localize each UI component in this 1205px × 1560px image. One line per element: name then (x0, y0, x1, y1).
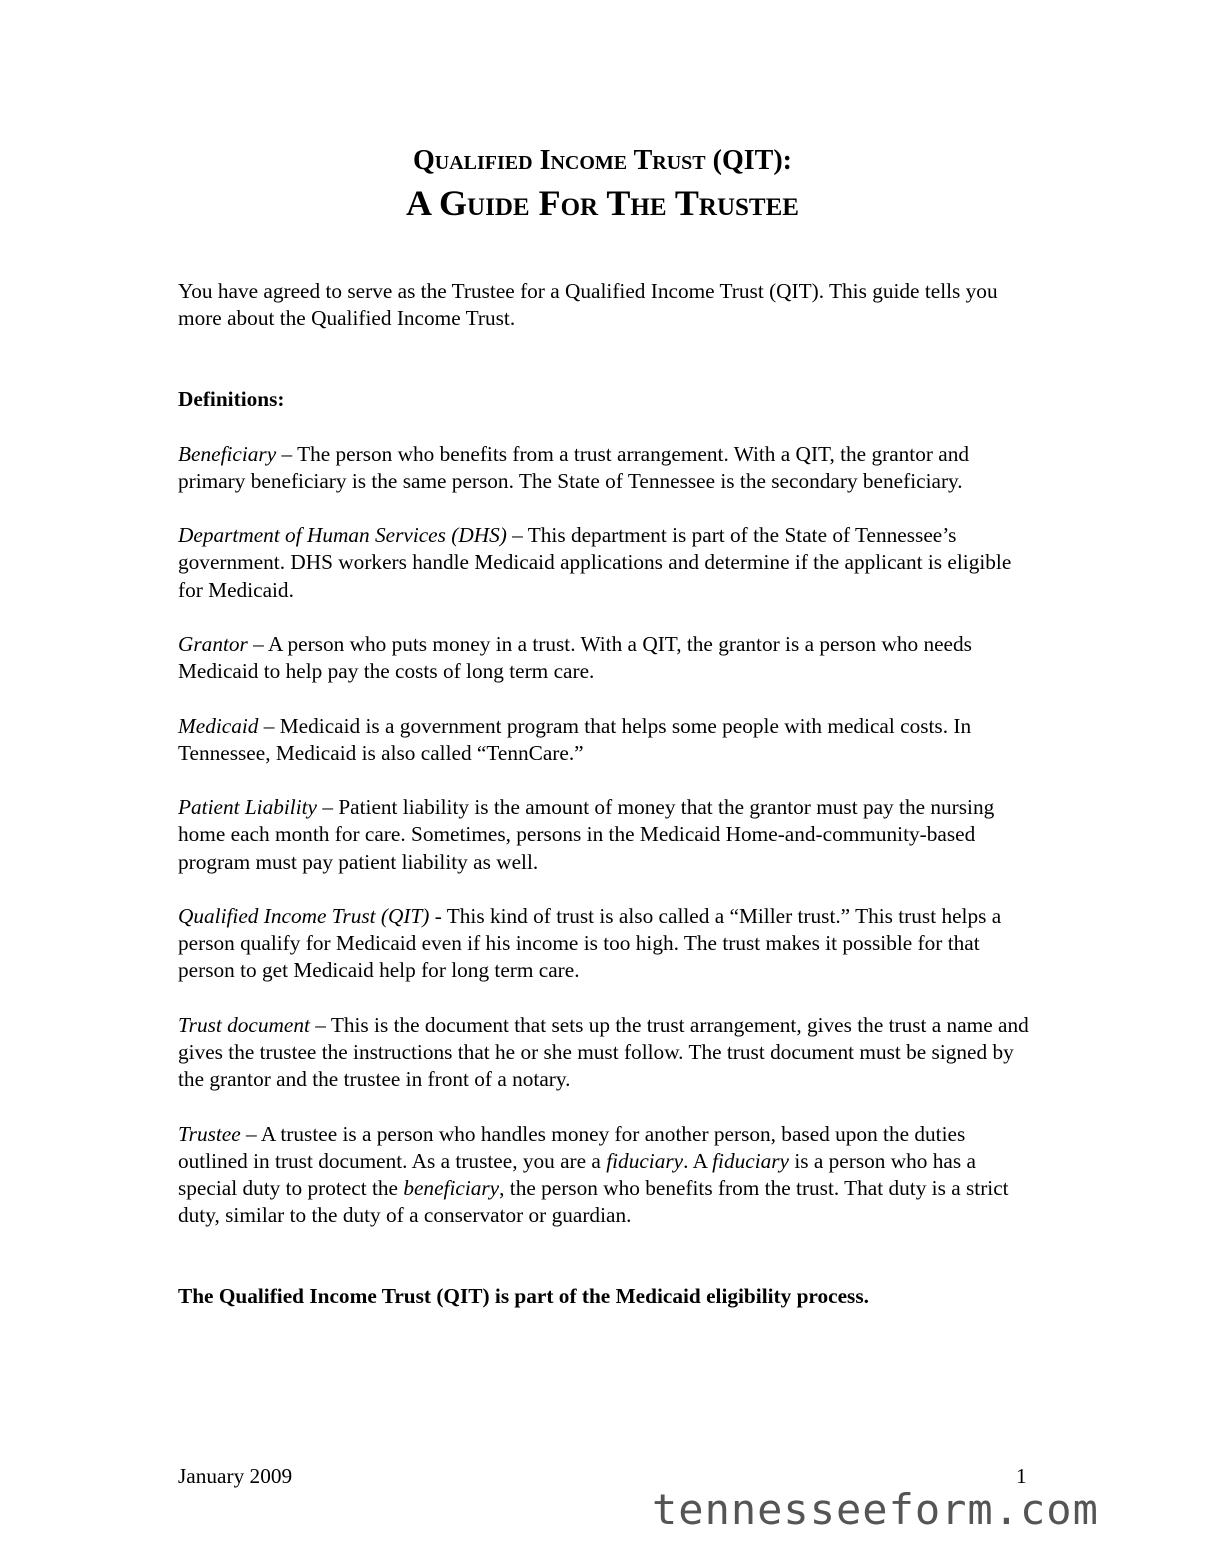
definition-text: The person who benefits from a trust arrangement. With a QIT, the grantor and primary beneficiary is the same person. The State of Tennessee is the secondary beneficiary. (178, 441, 970, 493)
definition-term: Grantor (178, 632, 248, 656)
definition-trust-document (178, 1012, 1038, 1094)
watermark: tennesseeform.com (652, 1485, 1099, 1534)
definition-beneficiary (178, 441, 1038, 495)
definition-text: This kind of trust is also called a “Miller trust.” This trust helps a person qualify for Medicaid even if his income is too high. The trust makes it possible for that person to get Medicaid help for long term care. (178, 903, 1002, 983)
definition-separator: – (309, 1012, 331, 1037)
definition-text: This is the document that sets up the trust arrangement, gives the trust a name and gives the trustee the instructions that he or she must follow. The trust document must be signed by the grantor and the trustee in front of a notary. (178, 1012, 1029, 1092)
definition-text: A person who puts money in a trust. With a QIT, the grantor is a person who needs Medicaid to help pay the costs of long term care. (178, 632, 972, 684)
definition-term: Beneficiary (178, 441, 277, 466)
definition-text: This department is part of the State of Tennessee’s government. DHS workers handle Medicaid applications and determine if the applicant is eligible for Medicaid. (178, 523, 1012, 602)
definition-separator: – (258, 713, 280, 738)
definition-text-part: , the person who benefits from the trust. That duty is a strict duty, similar to the duty of a conservator or guardian. (178, 1175, 1009, 1228)
emphasis-beneficiary: beneficiary (403, 1175, 500, 1200)
definition-term: Qualified Income Trust (QIT) (178, 903, 430, 928)
definition-qit (178, 903, 1038, 985)
definition-grantor (178, 631, 1038, 685)
intro-paragraph: You have agreed to serve as the Trustee for a Qualified Income Trust (QIT). This guide tells you more about the Qualified Income Trust. (178, 279, 998, 331)
definition-term: Trust document (178, 1012, 310, 1037)
title-line-1: Qualified Income Trust (QIT): (413, 145, 792, 176)
definition-text: Medicaid is a government program that helps some people with medical costs. In Tennessee, Medicaid is also called “TennCare.” (178, 713, 972, 765)
conclusion-statement: The Qualified Income Trust (QIT) is part of the Medicaid eligibility process. (178, 1284, 869, 1309)
definition-separator: – (240, 1121, 261, 1146)
definition-term: Department of Human Services (DHS) (178, 523, 507, 548)
definition-medicaid (178, 713, 1038, 767)
page-number: 1 (1016, 1464, 1027, 1488)
definition-text-part: A trustee is a person who handles money for another person, based upon the duties outlined in trust document. As a trustee, you are a (178, 1121, 966, 1173)
definition-term: Patient Liability (178, 795, 318, 820)
definition-separator: - (429, 903, 447, 928)
definition-separator: – (317, 795, 339, 820)
definition-term: Trustee (178, 1121, 241, 1146)
definition-separator: – (506, 523, 528, 548)
definition-separator: – (247, 632, 268, 656)
definitions-heading: Definitions: (178, 387, 285, 412)
document-title (0, 143, 1205, 225)
definition-patient-liability (178, 794, 1038, 876)
definition-separator: – (276, 441, 298, 466)
definition-trustee (178, 1121, 1038, 1230)
definition-text-part: . A (683, 1148, 713, 1173)
footer-date: January 2009 (178, 1464, 293, 1488)
definition-dhs (178, 522, 1038, 604)
definition-text: Patient liability is the amount of money that the grantor must pay the nursing home each month for care. Sometimes, persons in the Medicaid Home-and-community-based program must pay patient liability as well. (178, 795, 995, 874)
definition-term: Medicaid (178, 713, 259, 738)
document-body (178, 278, 1038, 1311)
definition-text-part: is a person who has a special duty to protect the (178, 1148, 976, 1200)
emphasis-fiduciary: fiduciary (712, 1148, 790, 1173)
emphasis-fiduciary: fiduciary (606, 1148, 684, 1173)
title-line-2: A Guide For The Trustee (406, 183, 799, 223)
